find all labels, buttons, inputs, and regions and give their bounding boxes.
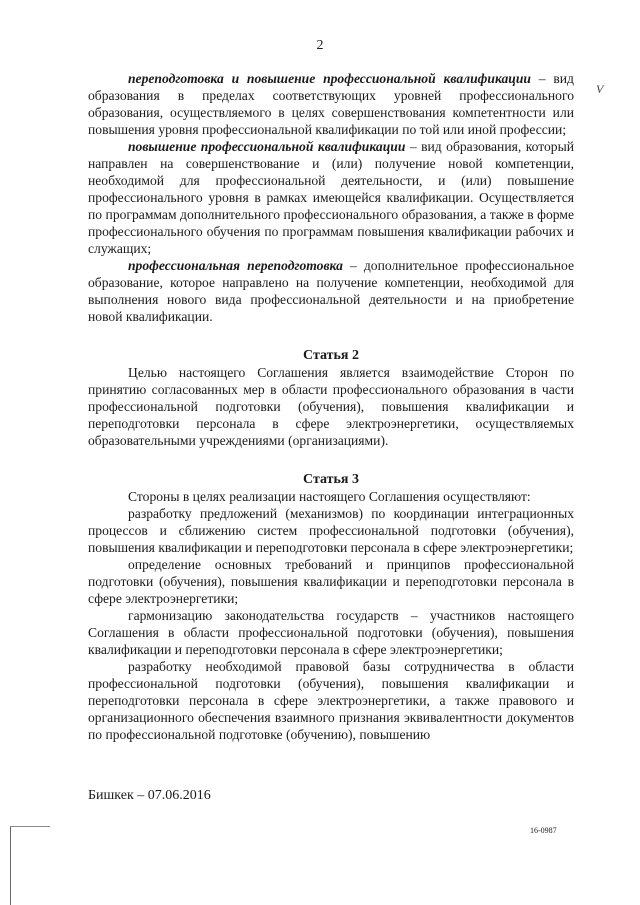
document-body bbox=[88, 70, 574, 743]
definition-paragraph bbox=[88, 138, 574, 257]
definition-term: профессиональная переподготовка bbox=[128, 258, 343, 273]
article-3-item: гармонизацию законодательства государств – участников настоящего Соглашения в области профессиональной подготовки (обучения), повышения квалификации и переподготовки персонала в сфере электроэнергетики; bbox=[88, 608, 574, 657]
document-code: 16-0987 bbox=[530, 826, 557, 835]
definition-term: переподготовка и повышение профессиональной квалификации bbox=[128, 71, 531, 86]
article-3-item: определение основных требований и принципов профессиональной подготовки (обучения), повышения квалификации и переподготовки персонала в сфере электроэнергетики; bbox=[88, 557, 574, 606]
definition-term: повышение профессиональной квалификации bbox=[128, 139, 406, 154]
definition-text: – вид образования в пределах соответствующих уровней профессионального образования, осуществляемого в целях совершенствования компетентности или повышения уровня профессиональной квалификации по той или иной профессии; bbox=[88, 71, 574, 137]
definition-paragraph bbox=[88, 70, 574, 138]
definition-text: – дополнительное профессиональное образование, которое направлено на получение компетенции, необходимой для выполнения нового вида профессиональной деятельности и на приобретение новой квалификации. bbox=[88, 258, 574, 324]
handwritten-margin-mark: V bbox=[596, 82, 604, 96]
page-number: 2 bbox=[316, 38, 324, 53]
article-3-item: разработку необходимой правовой базы сотрудничества в области профессиональной подготовки (обучения), повышения квалификации и переподготовки персонала в сфере электроэнергетики, а также правового и организационного обеспечения взаимного признания эквивалентности документов по профессиональной подготовке (обучению), повышению bbox=[88, 659, 574, 742]
article-3-heading: Статья 3 bbox=[303, 472, 359, 487]
footer-place-date: Бишкек – 07.06.2016 bbox=[88, 788, 211, 803]
article-2-heading: Статья 2 bbox=[303, 348, 359, 363]
scan-edge-line bbox=[10, 826, 11, 905]
definition-paragraph bbox=[88, 257, 574, 325]
article-2-text: Целью настоящего Соглашения является взаимодействие Сторон по принятию согласованных мер в области профессионального образования в части профессиональной подготовки (обучения), повышения квалификации и переподготовки персонала в сфере электроэнергетики, осуществляемых образовательными учреждениями (организациями). bbox=[88, 365, 574, 448]
spacer bbox=[88, 325, 574, 347]
article-3-item: разработку предложений (механизмов) по координации интеграционных процессов и сближению систем профессиональной подготовки (обучения), повышения квалификации и переподготовки персонала в сфере электроэнергетики; bbox=[88, 506, 574, 555]
article-3-intro: Стороны в целях реализации настоящего Соглашения осуществляют: bbox=[128, 489, 531, 504]
spacer bbox=[88, 449, 574, 471]
definition-text: – вид образования, который направлен на совершенствование и (или) получение новой компетенции, необходимой для профессиональной деятельности, и (или) повышение профессионального уровня в рамках имеющейся квалификации. Осуществляется по программам дополнительного профессионального образования, а также в форме профессионального обучения по программам повышения квалификации рабочих и служащих; bbox=[88, 139, 574, 256]
scan-edge-line bbox=[10, 826, 50, 827]
